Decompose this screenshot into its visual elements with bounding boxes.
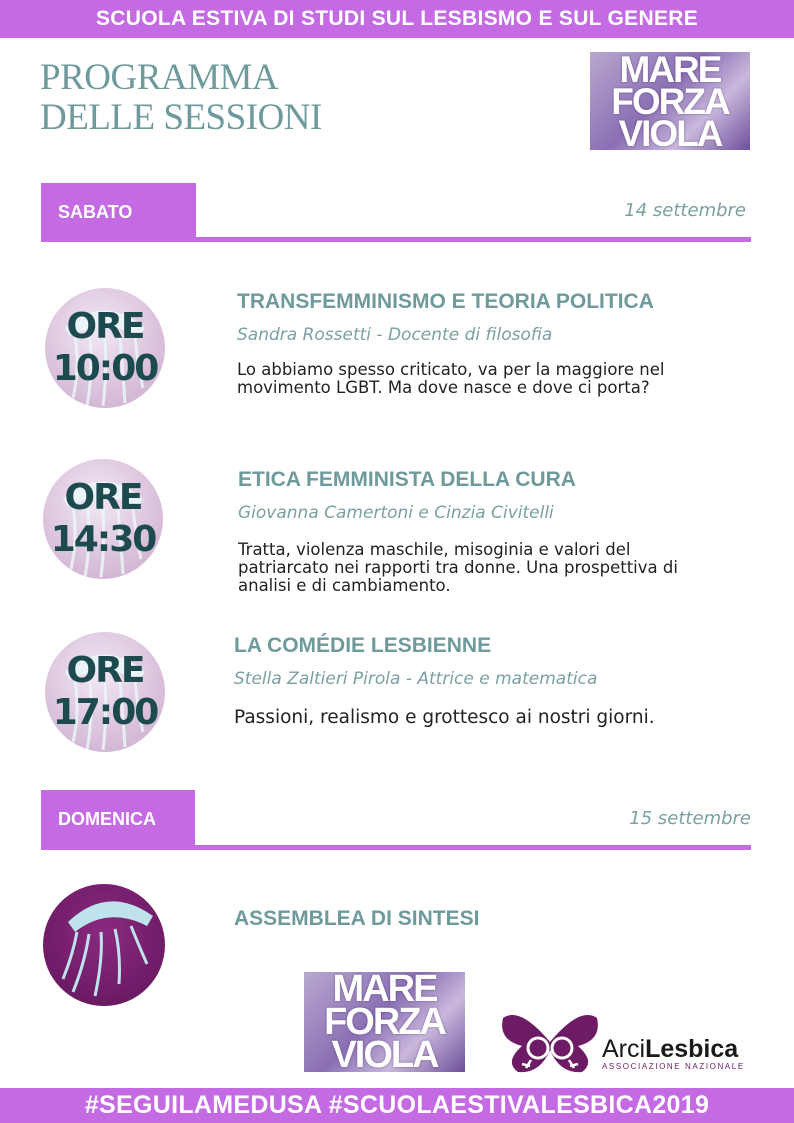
- session-description: [238, 541, 748, 595]
- arcilesbica-name-bold: Lesbica: [645, 1035, 739, 1063]
- logo-line3: VIOLA: [331, 1034, 438, 1072]
- jellyfish-circle: [43, 884, 165, 1006]
- time-value: 17:00: [52, 692, 158, 733]
- time-ore-label: ORE: [66, 306, 144, 347]
- time-value: 10:00: [52, 348, 158, 389]
- session-title: TRANSFEMMINISMO E TEORIA POLITICA: [237, 290, 654, 313]
- session-description-line: analisi e di cambiamento.: [238, 576, 451, 595]
- logo-line3: VIOLA: [618, 113, 722, 150]
- top-banner: SCUOLA ESTIVA DI STUDI SUL LESBISMO E SUL GENERE: [0, 0, 794, 38]
- session-title: LA COMÉDIE LESBIENNE: [234, 634, 492, 657]
- session-title: ETICA FEMMINISTA DELLA CURA: [238, 468, 576, 491]
- arcilesbica-name-prefix: Arci: [602, 1035, 646, 1063]
- logo-line1: MARE: [619, 52, 721, 90]
- time-value: 14:30: [50, 519, 156, 560]
- page-title-line2: DELLE SESSIONI: [40, 97, 322, 138]
- time-circle-1430: [43, 459, 163, 579]
- page-title: [40, 58, 322, 138]
- session-description-line: patriarcato nei rapporti tra donne. Una prospettiva di: [238, 558, 678, 577]
- session-description-line: movimento LGBT. Ma dove nasce e dove ci porta?: [237, 378, 650, 397]
- jellyfish-icon: [43, 884, 165, 1006]
- page-title-line1: PROGRAMMA: [40, 57, 279, 98]
- day-divider-sabato: [41, 237, 751, 242]
- mare-forza-viola-logo: [590, 52, 750, 150]
- session-description-line: Tratta, violenza maschile, misoginia e valori del: [238, 540, 631, 559]
- session-description-line: Passioni, realismo e grottesco ai nostri giorni.: [234, 707, 655, 728]
- session-speaker: Giovanna Camertoni e Cinzia Civitelli: [238, 503, 554, 523]
- session-description: [237, 361, 747, 397]
- session-speaker: Sandra Rossetti - Docente di filosofia: [237, 325, 553, 345]
- sunday-session-title: ASSEMBLEA DI SINTESI: [234, 907, 480, 930]
- day-tab-sabato: SABATO: [41, 183, 196, 241]
- day-tab-domenica: DOMENICA: [41, 790, 195, 848]
- mare-forza-viola-logo-bottom: [304, 972, 465, 1072]
- time-circle-1700: [45, 632, 165, 752]
- logo-line2: FORZA: [324, 1001, 445, 1043]
- logo-line2: FORZA: [611, 81, 729, 122]
- bottom-hashtag-banner: #SEGUILAMEDUSA #SCUOLAESTIVALESBICA2019: [0, 1088, 794, 1123]
- logo-line1: MARE: [332, 972, 437, 1010]
- time-circle-1000: [45, 288, 165, 408]
- day-divider-domenica: [41, 845, 751, 850]
- session-description: [234, 707, 754, 729]
- arcilesbica-subtitle: ASSOCIAZIONE NAZIONALE: [602, 1062, 745, 1071]
- day-date-sabato: 14 settembre: [624, 200, 746, 221]
- arcilesbica-name: [602, 1035, 738, 1064]
- time-ore-label: ORE: [64, 477, 142, 518]
- session-speaker: Stella Zaltieri Pirola - Attrice e matematica: [234, 669, 598, 689]
- day-date-domenica: 15 settembre: [629, 808, 751, 829]
- time-ore-label: ORE: [66, 650, 144, 691]
- session-description-line: Lo abbiamo spesso criticato, va per la maggiore nel: [237, 360, 665, 379]
